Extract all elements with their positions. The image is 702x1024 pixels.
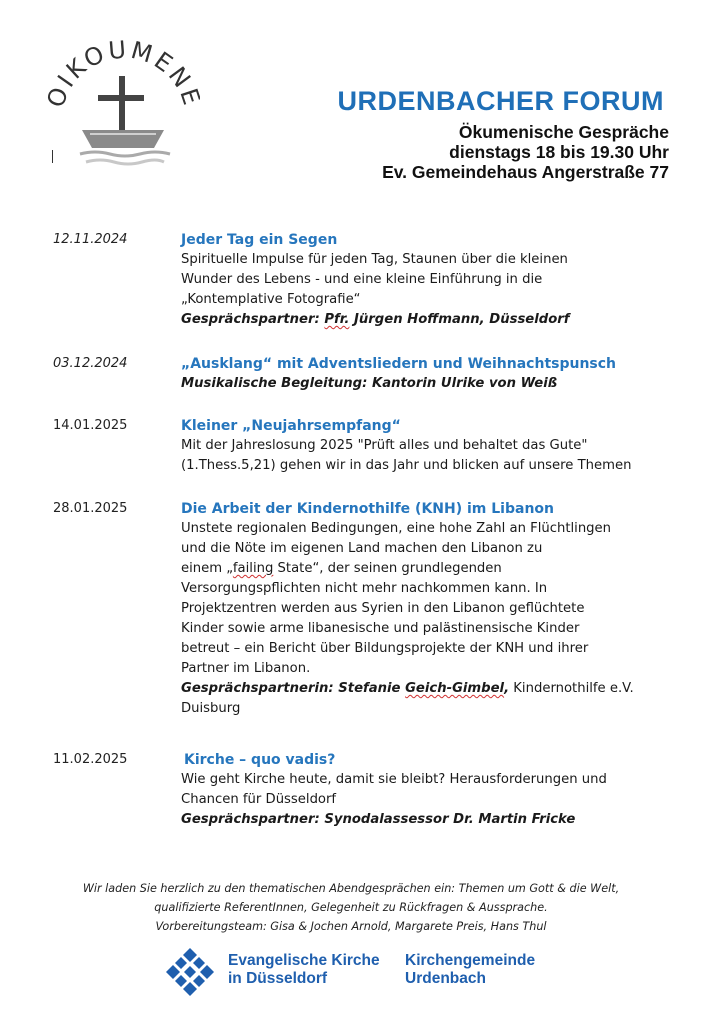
speaker-title: Pfr. bbox=[324, 312, 350, 327]
schedule: dienstags 18 bis 19.30 Uhr bbox=[449, 142, 669, 162]
event-text-line: Wunder des Lebens - und eine kleine Einführung in die bbox=[181, 272, 543, 287]
event-date: 11.02.2025 bbox=[53, 752, 128, 767]
event-date: 14.01.2025 bbox=[53, 418, 128, 433]
parish-line: Urdenbach bbox=[405, 970, 486, 987]
invitation-line: Wir laden Sie herzlich zu den thematischen Abendgesprächen ein: Themen um Gott & die Welt, bbox=[82, 882, 620, 895]
event-title: Kleiner „Neujahrsempfang“ bbox=[181, 418, 401, 434]
parish-line: Kirchengemeinde bbox=[405, 952, 536, 969]
event-text-line: und die Nöte im eigenen Land machen den Libanon zu bbox=[181, 541, 543, 556]
logo-arc-text: OIKOUMEN bbox=[41, 40, 198, 112]
event-text-line: Partner im Libanon. bbox=[181, 661, 311, 676]
event-title: Kirche – quo vadis? bbox=[184, 752, 336, 768]
location: Ev. Gemeindehaus Angerstraße 77 bbox=[382, 162, 669, 182]
text-segment: einem „ bbox=[181, 561, 233, 576]
event-text-line: betreut – ein Bericht über Bildungsprojekte der KNH und ihrer bbox=[181, 641, 589, 656]
text-cursor bbox=[52, 150, 53, 163]
event-speaker bbox=[181, 679, 671, 699]
event-text-line: Unstete regionalen Bedingungen, eine hohe Zahl an Flüchtlingen bbox=[181, 521, 612, 536]
speaker-label: Gesprächspartnerin: Stefanie bbox=[181, 681, 406, 696]
speaker-punct: , bbox=[504, 681, 510, 696]
event-date: 28.01.2025 bbox=[53, 501, 128, 516]
event-text-line: „Kontemplative Fotografie“ bbox=[181, 292, 361, 307]
oikoumene-logo bbox=[40, 40, 200, 170]
ekd-line: in Düsseldorf bbox=[228, 970, 328, 987]
invitation-text bbox=[0, 879, 702, 936]
event-text-line: Versorgungspflichten nicht mehr nachkommen kann. In bbox=[181, 581, 548, 596]
event-text-line: Kinder sowie arme libanesische und palästinensische Kinder bbox=[181, 621, 580, 636]
event-text-line: Chancen für Düsseldorf bbox=[181, 792, 337, 807]
event-text-line: Mit der Jahreslosung 2025 "Prüft alles und behaltet das Gute" bbox=[181, 438, 588, 453]
event-date: 03.12.2024 bbox=[53, 356, 128, 371]
speaker-surname: Geich-Gimbel bbox=[405, 681, 505, 696]
event-title: „Ausklang“ mit Adventsliedern und Weihnachtspunsch bbox=[181, 356, 617, 372]
event-text-line bbox=[181, 559, 671, 579]
invitation-line: qualifizierte ReferentInnen, Gelegenheit zu Rückfragen & Aussprache. bbox=[154, 901, 548, 914]
event-text-line: (1.Thess.5,21) gehen wir in das Jahr und blicken auf unsere Themen bbox=[181, 458, 632, 473]
invitation-line: Vorbereitungsteam: Gisa & Jochen Arnold, Margarete Preis, Hans Thul bbox=[155, 920, 547, 933]
event-text-line: Spirituelle Impulse für jeden Tag, Staunen über die kleinen bbox=[181, 252, 568, 267]
event-text-line: Projektzentren werden aus Syrien in den Libanon geflüchtete bbox=[181, 601, 585, 616]
event-speaker: Musikalische Begleitung: Kantorin Ulrike von Weiß bbox=[181, 376, 558, 391]
event-text-line: Duisburg bbox=[181, 701, 241, 716]
event-title: Die Arbeit der Kindernothilfe (KNH) im Libanon bbox=[181, 501, 554, 517]
page-title: URDENBACHER FORUM bbox=[337, 86, 664, 116]
text-segment: State“, der seinen grundlegenden bbox=[273, 561, 502, 576]
speaker-name: Jürgen Hoffmann, Düsseldorf bbox=[349, 312, 570, 327]
subtitle: Ökumenische Gespräche bbox=[458, 122, 669, 142]
ekd-line: Evangelische Kirche bbox=[228, 952, 380, 969]
ekd-name bbox=[228, 952, 380, 988]
parish-name bbox=[405, 952, 535, 988]
event-speaker bbox=[181, 310, 671, 330]
event-text-line: Wie geht Kirche heute, damit sie bleibt? Herausforderungen und bbox=[181, 772, 607, 787]
flagged-word: failing bbox=[232, 561, 274, 576]
event-date: 12.11.2024 bbox=[53, 232, 128, 247]
speaker-label: Gesprächspartner: bbox=[181, 312, 325, 327]
speaker-affiliation: Kindernothilfe e.V. bbox=[509, 681, 634, 696]
event-speaker: Gesprächspartner: Synodalassessor Dr. Martin Fricke bbox=[181, 812, 576, 827]
ekd-cross-logo bbox=[164, 946, 216, 998]
event-title: Jeder Tag ein Segen bbox=[181, 232, 338, 248]
